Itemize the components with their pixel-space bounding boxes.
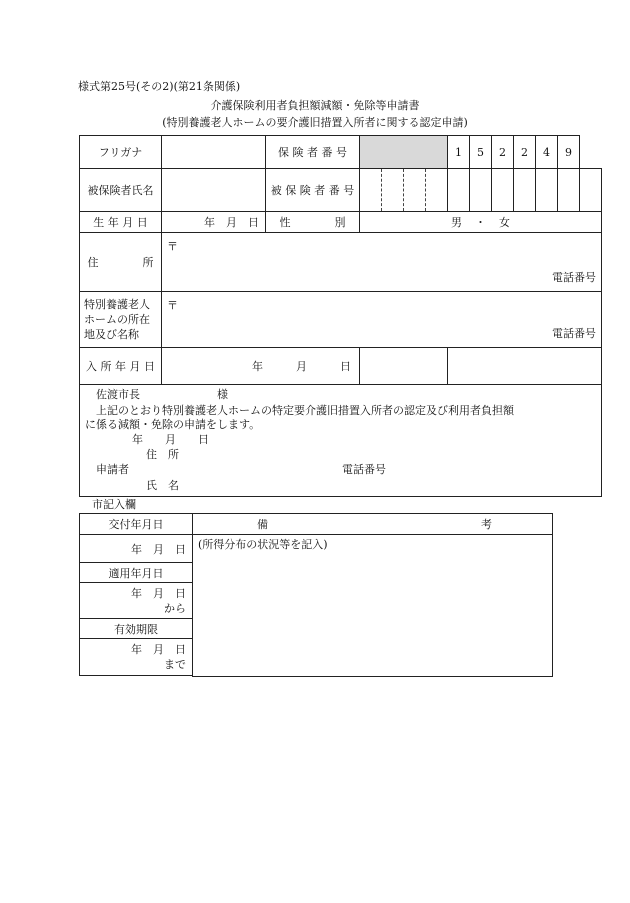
insurer-digit-5: 4 <box>536 136 558 169</box>
applicant-name-label: 氏 名 <box>146 479 179 492</box>
furigana-field[interactable] <box>162 136 266 169</box>
facility-label <box>80 292 162 348</box>
admission-date-label: 入 所 年 月 日 <box>80 348 162 385</box>
declaration-line2: に係る減額・免除の申請をします。 <box>85 418 261 431</box>
validity-until: まで <box>164 658 186 671</box>
insurer-digit-6: 9 <box>558 136 580 169</box>
insurer-digit-1: 1 <box>448 136 470 169</box>
insured-digit-cell[interactable] <box>580 169 602 212</box>
apply-date-label: 適用年月日 <box>80 563 193 583</box>
applicant-label: 申請者 <box>96 463 129 476</box>
address-label: 住 所 <box>80 233 162 292</box>
facility-phone-label: 電話番号 <box>552 327 596 340</box>
issue-date-field[interactable]: 年 月 日 <box>80 535 193 563</box>
facility-label-line3: 地及び名称 <box>84 328 139 341</box>
form-number: 様式第25号(その2)(第21条関係) <box>78 80 241 93</box>
insured-digit-cell[interactable] <box>360 169 382 212</box>
issue-date-label: 交付年月日 <box>80 514 193 535</box>
insurer-number-shaded <box>360 136 448 169</box>
sex-female[interactable]: 女 <box>499 216 510 229</box>
remarks-header <box>193 514 553 535</box>
sex-options[interactable] <box>360 212 602 233</box>
admission-extra-2[interactable] <box>448 348 602 385</box>
validity-label: 有効期限 <box>80 619 193 639</box>
applicant-address-label: 住 所 <box>146 448 179 461</box>
remarks-header-2: 考 <box>481 518 492 531</box>
sex-separator: ・ <box>475 216 486 229</box>
address-field[interactable] <box>162 233 602 292</box>
address-phone-label: 電話番号 <box>552 271 596 284</box>
apply-date-value: 年 月 日 <box>131 586 186 600</box>
form-title: 介護保険利用者負担額減額・免除等申請書 <box>210 99 420 112</box>
insured-digit-cell[interactable] <box>536 169 558 212</box>
birth-date-label: 生 年 月 日 <box>80 212 162 233</box>
addressee-suffix: 様 <box>217 388 228 401</box>
insured-digit-cell[interactable] <box>470 169 492 212</box>
furigana-label: フリガナ <box>80 136 162 169</box>
insured-name-label: 被保険者氏名 <box>80 169 162 212</box>
birth-date-field[interactable]: 年 月 日 <box>162 212 266 233</box>
validity-field[interactable] <box>80 639 193 676</box>
declaration-line1: 上記のとおり特別養護老人ホームの特定要介護旧措置入所者の認定及び利用者負担額 <box>96 404 514 417</box>
remarks-header-1: 備 <box>257 518 268 531</box>
insured-name-field[interactable] <box>162 169 266 212</box>
address-postal-mark: 〒 <box>167 240 178 253</box>
remarks-field[interactable] <box>193 535 553 677</box>
office-table <box>79 513 553 677</box>
admission-extra-1[interactable] <box>360 348 448 385</box>
insurer-digit-2: 5 <box>470 136 492 169</box>
form-subtitle: (特別養護老人ホームの要介護旧措置入所者に関する認定申請) <box>162 116 468 129</box>
admission-date-field[interactable]: 年 月 日 <box>162 348 360 385</box>
insured-digit-cell[interactable] <box>492 169 514 212</box>
application-date[interactable]: 年 月 日 <box>132 433 209 446</box>
apply-date-field[interactable] <box>80 583 193 619</box>
sex-male[interactable]: 男 <box>451 216 462 229</box>
spacer <box>80 676 193 677</box>
applicant-table <box>79 135 602 497</box>
insurer-number-label: 保 険 者 番 号 <box>266 136 360 169</box>
insurer-digit-4: 2 <box>514 136 536 169</box>
apply-date-from: から <box>164 601 186 615</box>
insured-digit-cell[interactable] <box>426 169 448 212</box>
insured-number-label: 被 保 険 者 番 号 <box>266 169 360 212</box>
insurer-digit-3: 2 <box>492 136 514 169</box>
addressee: 佐渡市長 <box>96 388 140 401</box>
insured-digit-cell[interactable] <box>558 169 580 212</box>
remarks-note: (所得分布の状況等を記入) <box>198 538 328 551</box>
declaration-block <box>80 385 602 497</box>
facility-label-line2: ホームの所在 <box>84 313 150 326</box>
facility-postal-mark: 〒 <box>167 299 178 312</box>
insured-digit-cell[interactable] <box>404 169 426 212</box>
facility-field[interactable] <box>162 292 602 348</box>
validity-value: 年 月 日 <box>131 643 186 656</box>
insured-digit-cell[interactable] <box>382 169 404 212</box>
office-section-label: 市記入欄 <box>92 498 136 511</box>
insured-digit-cell[interactable] <box>448 169 470 212</box>
applicant-phone-label: 電話番号 <box>342 463 386 476</box>
sex-label: 性 別 <box>266 212 360 233</box>
insured-digit-cell[interactable] <box>514 169 536 212</box>
facility-label-line1: 特別養護老人 <box>84 298 150 311</box>
